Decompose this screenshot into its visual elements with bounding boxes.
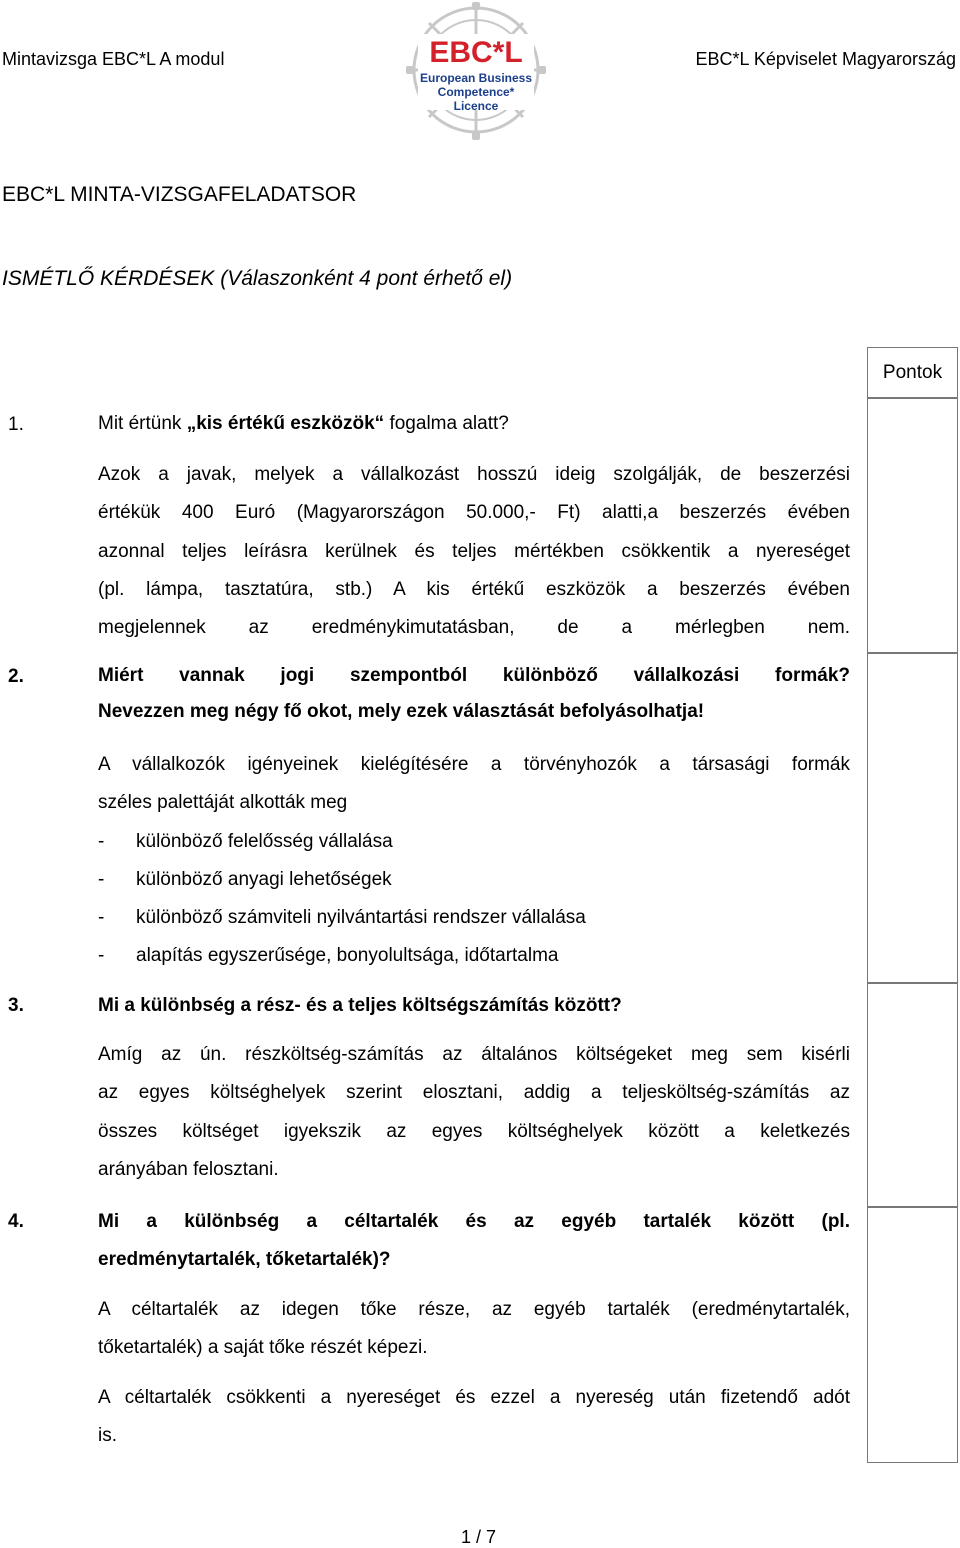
question-3-text: Mi a különbség a rész- és a teljes költségszámítás között? [98,995,622,1016]
document-subtitle: ISMÉTLŐ KÉRDÉSEK (Válaszonként 4 pont érhető el) [2,267,513,290]
answer-line: (pl. lámpa, tasztatúra, stb.) A kis értékű eszközök a beszerzés évében [98,578,850,600]
score-box-q1 [867,398,958,653]
answer-line: A vállalkozók igényeinek kielégítésére a törvényhozók a társasági formák [98,754,850,775]
answer-line: Azok a javak, melyek a vállalkozást hosszú ideig szolgálják, de beszerzési [98,464,850,485]
bullet-marker: - [98,869,105,890]
bullet-item: különböző felelősség vállalása [136,831,393,852]
ebcl-logo [396,2,556,142]
answer-line: összes költséget igyekszik az egyes költséghelyek között a keletkezés [98,1120,850,1142]
logo-line2-text: Competence* [437,85,515,99]
answer-line: megjelennek az eredménykimutatásban, de a mérlegben nem. [98,617,850,639]
header-left-text: Mintavizsga EBC*L A modul [2,49,225,69]
question-3-answer [98,1036,850,1189]
bullet-marker: - [98,907,105,928]
answer-line: Amíg az ún. részköltség-számítás az általános költségeket meg sem kisérli [98,1044,850,1065]
header-right-text: EBC*L Képviselet Magyarország [695,49,956,69]
question-1-text-post: fogalma alatt? [384,413,509,434]
score-box-q2 [867,653,958,983]
answer-line: széles palettáját alkották meg [98,792,348,814]
question-line: Mi a különbség a céltartalék és az egyéb tartalék között (pl. [98,1211,850,1232]
logo-line1-text: European Business [419,71,533,85]
question-4-answer-2 [98,1379,850,1456]
score-column-header-label: Pontok [882,361,943,383]
question-2-number: 2. [8,666,24,687]
question-line: Miért vannak jogi szempontból különböző vállalkozási formák? [98,665,850,686]
answer-line: A céltartalék az idegen tőke része, az egyéb tartalék (eredménytartalék, [98,1299,850,1320]
question-line: eredménytartalék, tőketartalék)? [98,1249,391,1271]
question-1-text [98,405,850,443]
bullet-item: különböző anyagi lehetőségek [136,869,392,890]
question-2-text [98,658,850,730]
question-4-number: 4. [8,1211,24,1232]
score-box-q4 [867,1207,958,1463]
bullet-item: különböző számviteli nyilvántartási rendszer vállalása [136,907,586,928]
question-3-number: 3. [8,995,24,1016]
question-1-answer [98,456,850,647]
question-4-text [98,1203,850,1280]
score-column-header [867,347,958,398]
bullet-item: alapítás egyszerűsége, bonyolultsága, időtartalma [136,945,559,966]
answer-line: értékük 400 Euró (Magyarországon 50.000,- Ft) alatti,a beszerzés évében [98,502,850,524]
ebcl-logo-graphic [396,2,556,142]
answer-line: arányában felosztani. [98,1158,279,1180]
answer-line: azonnal teljes leírásra kerülnek és teljes mértékben csökkentik a nyereséget [98,540,850,562]
logo-brand-text: EBC*L [429,36,523,69]
question-1-number: 1. [8,414,24,435]
answer-line: tőketartalék) a saját tőke részét képezi. [98,1337,428,1359]
question-2-answer [98,746,850,823]
logo-line3-text: Licence [453,99,499,113]
question-4-answer-1 [98,1291,850,1368]
answer-line: A céltartalék csökkenti a nyereséget és ezzel a nyereség után fizetendő adót [98,1387,850,1408]
document-title: EBC*L MINTA-VIZSGAFELADATSOR [2,183,357,206]
page-number: 1 / 7 [461,1527,497,1547]
score-box-q3 [867,983,958,1207]
answer-line: az egyes költséghelyek szerint elosztani, addig a teljesköltség-számítás az [98,1082,850,1104]
bullet-marker: - [98,831,105,852]
answer-line: is. [98,1425,117,1447]
question-1-text-pre: Mit értünk [98,413,187,434]
question-line: Nevezzen meg négy fő okot, mely ezek választását befolyásolhatja! [98,701,705,722]
question-1-text-quote: „kis értékű eszközök“ [186,413,385,434]
bullet-marker: - [98,945,105,966]
